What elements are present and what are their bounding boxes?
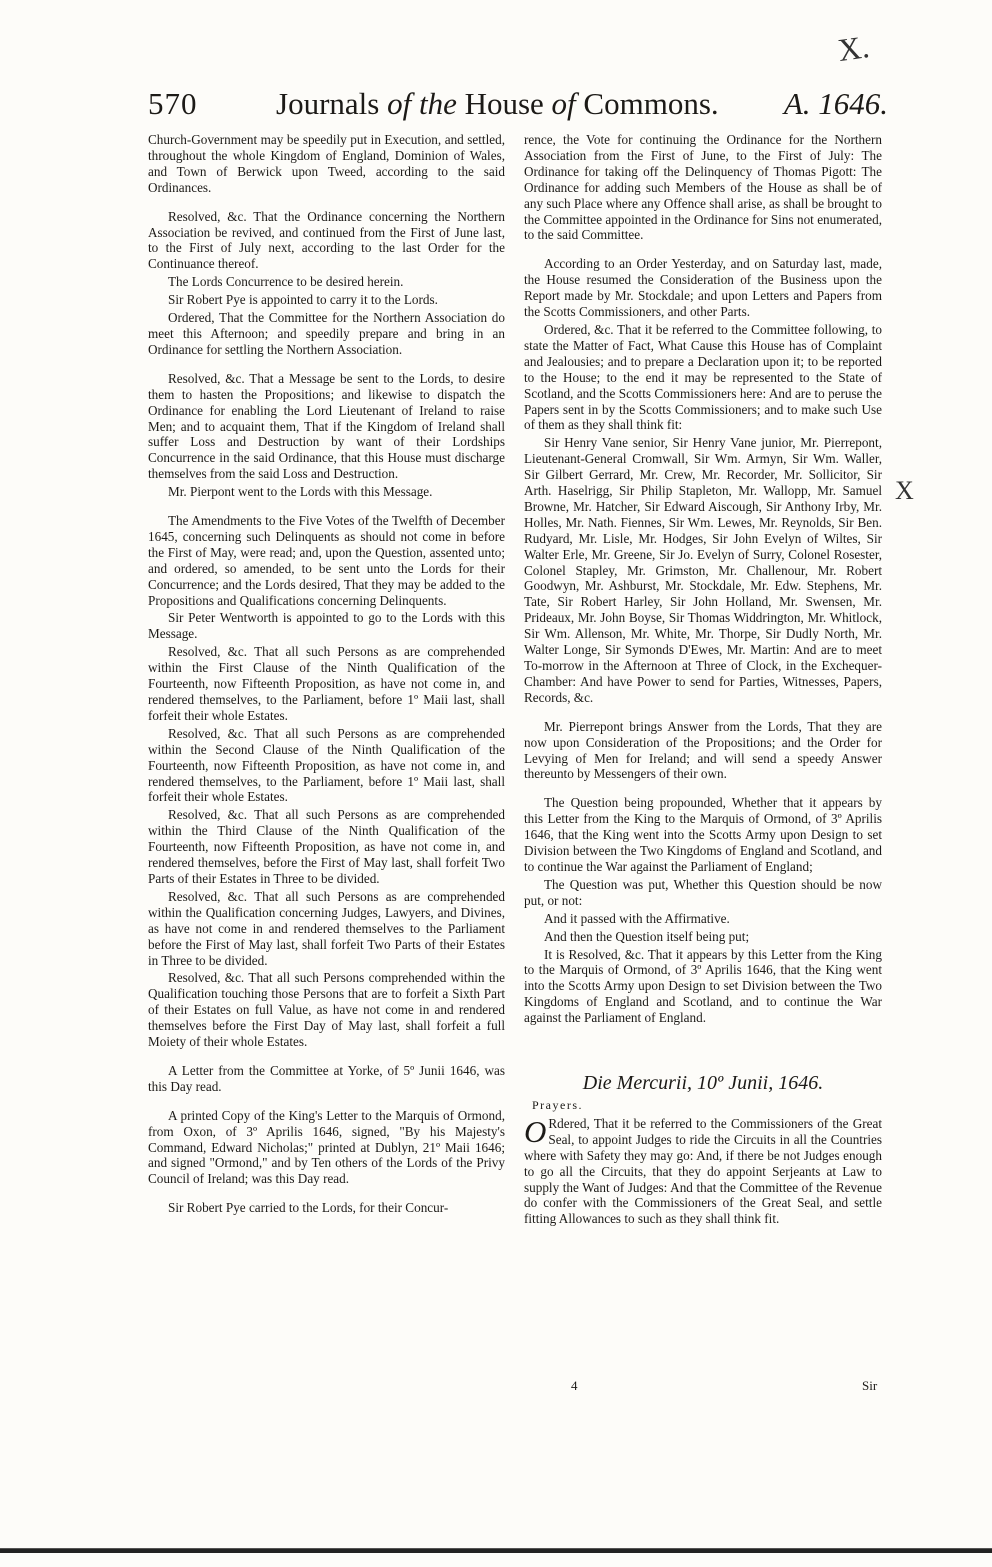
paragraph: Mr. Pierpont went to the Lords with this Message. xyxy=(168,484,433,500)
title-word-commons: Commons. xyxy=(583,86,719,121)
paragraph: Resolved, &c. That a Message be sent to the Lords, to desire them to hasten the Propositions; and likewise to dispatch the Ordinance for enabling the Lord Lieutenant of Ireland to raise Men; and to acquaint them, That if the Kingdom of Ireland shall suffer Loss and Destruction by want of their Lordships Concurrence in the said Ordinance, that this House must discharge themselves from the said Loss and Destruction. xyxy=(148,370,505,482)
prayers-label: Prayers. xyxy=(532,1098,583,1113)
paragraph: The Question being propounded, Whether that it appears by this Letter from the King to the Marquis of Ormond, of 3º Aprilis 1646, that the King went into the Scotts Army upon Design to set Division between the Two Kingdoms of England and Scotland, and to continue the War against the Parliament of England; xyxy=(524,795,882,874)
title-word-journals: Journals xyxy=(276,86,380,121)
paragraph: Resolved, &c. That all such Persons as are comprehended within the First Clause of the Ninth Qualification of the Fourteenth, now Fifteenth Proposition, as have not come in, and rendered themselves, to the Parliament, before 1º Maii last, shall forfeit their whole Estates. xyxy=(148,644,505,723)
paragraph: Resolved, &c. That all such Persons as are comprehended within the Third Clause of the Ninth Qualification of the Fourteenth, now Fifteenth Proposition, as have not come in, and rendered themselves, before the First of May last, shall forfeit Two Parts of their Estates in Three to be divided. xyxy=(148,807,505,886)
journal-title xyxy=(276,86,719,122)
paragraph: The Amendments to the Five Votes of the Twelfth of December 1645, concerning such Delinquents as should not come in before the First of May, were read; and, upon the Question, assented unto; and ordered, so amended, to be sent unto the Lords for their Concurrence; and the Lords desired, That they may be added to the Propositions and Qualifications concerning Delinquents. xyxy=(148,513,505,608)
paragraph: And it passed with the Affirmative. xyxy=(544,910,730,926)
title-word-the: the xyxy=(418,86,457,121)
left-column xyxy=(148,132,505,1218)
paragraph: Sir Robert Pye is appointed to carry it to the Lords. xyxy=(168,292,438,308)
paragraph: According to an Order Yesterday, and on Saturday last, made, the House resumed the Consideration of the Business upon the Report made by Mr. Stockdale; and upon Letters and Papers from the Scotts Commissioners, and other Parts. xyxy=(524,256,882,320)
paragraph: Church-Government may be speedily put in Execution, and settled, throughout the whole Kingdom of England, Dominion of Wales, and Town of Berwick upon Tweed, according to the said Ordinances. xyxy=(148,132,505,195)
paragraph: A Letter from the Committee at Yorke, of 5º Junii 1646, was this Day read. xyxy=(148,1062,505,1094)
year-label: A. 1646. xyxy=(783,86,888,121)
right-column xyxy=(524,132,882,1229)
paragraph: Resolved, &c. That all such Persons as are comprehended within the Qualification concerning Judges, Lawyers, and Divines, as have not come in and rendered themselves to the Parliament before the First of May last, shall forfeit Two Parts of their Estates in Three to be divided. xyxy=(148,888,505,968)
paragraph: rence, the Vote for continuing the Ordinance for the Northern Association from the First of June, to the First of July: The Ordinance for taking off the Delinquency of Thomas Pigott: The Ordinance for adding such Members of the House as shall be of any such Place where any Offence shall arise, as shall be brought to the Committee appointed in the Ordinance for Sins not enumerated, to the said Committee. xyxy=(524,132,882,243)
paragraph: Ordered, &c. That it be referred to the Committee following, to state the Matter of Fact, What Cause this House has of Complaint and Jealousies; and to prepare a Declaration upon it; to be reported to the House; to the end it may be represented to the State of Scotland, and the Scotts Commissioners here: And are to peruse the Papers sent in by the Scotts Commissioners; and to make such Use of them as they shall think fit: xyxy=(524,321,882,433)
paragraph: Sir Henry Vane senior, Sir Henry Vane junior, Mr. Pierrepont, Lieutenant-General Cromwall, Sir Wm. Armyn, Sir Wm. Waller, Sir Gilbert Gerrard, Mr. Crew, Mr. Recorder, Mr. Sollicitor, Sir Arth. Haselrigg, Sir Philip Stapleton, Mr. Wallopp, Mr. Samuel Browne, Mr. Hatcher, Sir Edward Aiscough, Sir Anthony Irby, Mr. Holles, Mr. Nath. Fiennes, Sir Wm. Lewes, Mr. Reynolds, Sir Ben. Rudyard, Mr. Lisle, Mr. Hodges, Sir John Evelyn of Wiltes, Sir Walter Erle, Mr. Greene, Sir Jo. Evelyn of Surry, Colonel Rosester, Colonel Stapley, Mr. Grimston, Mr. Challenour, Mr. Robert Goodwyn, Mr. Ashburst, Mr. Stockdale, Mr. Edw. Stephens, Mr. Tate, Sir Robert Harley, Sir John Holland, Mr. Swensen, Mr. Prideaux, Mr. John Boyse, Sir Thomas Widdrington, Mr. Whitlock, Sir Wm. Allenson, Mr. White, Mr. Thorpe, Sir Dudly North, Mr. Walter Longe, Sir Symonds D'Ewes, Mr. Martin: And are to meet To-morrow in the Afternoon at Three of Clock, in the Exchequer-Chamber: And have Power to send for Parties, Witnesses, Papers, Records, &c. xyxy=(524,435,882,705)
margin-cross-mark: X xyxy=(895,476,914,505)
title-word-house: House xyxy=(464,86,544,121)
bottom-rule xyxy=(0,1548,992,1553)
catchword: Sir xyxy=(862,1378,878,1393)
paragraph: Sir Robert Pye carried to the Lords, for their Concur- xyxy=(168,1200,449,1216)
paragraph: Ordered, That the Committee for the Northern Association do meet this Afternoon; and speedily prepare and bring in an Ordinance for settling the Northern Association. xyxy=(148,310,505,357)
paragraph: It is Resolved, &c. That it appears by this Letter from the King to the Marquis of Ormond, of 3º Aprilis 1646, that the King went into the Scotts Army upon Design to set Division between the Two Kingdoms of England and Scotland, and to continue the War against the Parliament of England. xyxy=(524,946,882,1026)
drop-cap: O xyxy=(524,1113,547,1149)
page-number: 570 xyxy=(148,86,198,121)
title-word-of: of xyxy=(387,86,412,121)
paragraph: The Question was put, Whether this Question should be now put, or not: xyxy=(524,876,882,908)
paragraph: Resolved, &c. That all such Persons as are comprehended within the Second Clause of the Ninth Qualification of the Fourteenth, now Fifteenth Proposition, as have not come in, and rendered themselves, to the Parliament, before 1º Maii last, shall forfeit their whole Estates. xyxy=(148,725,505,805)
handwritten-x-mark: X. xyxy=(835,28,872,68)
paragraph-text: Rdered, That it be referred to the Commissioners of the Great Seal, to appoint Judges to ride the Circuits in all the Countries where with Safety they may go: And, if there be not Judges enough to go all the Circuits, that they do appoint Serjeants at Law to supply the Want of Judges: And that the Committee of the Revenue do confer with the Commissioners of the Great Seal, and settle fitting Allowances to such as they shall think fit. xyxy=(524,1115,882,1227)
paragraph: The Lords Concurrence to be desired herein. xyxy=(168,274,404,290)
paragraph: A printed Copy of the King's Letter to the Marquis of Ormond, from Oxon, of 3º Aprilis 1646, signed, "By his Majesty's Command, Edward Nicholas;" printed at Dublyn, 21º Maii 1646; and signed "Ormond," and by Ten others of the Lords of the Privy Council of Ireland; was this Day read. xyxy=(148,1107,505,1187)
paragraph: Mr. Pierrepont brings Answer from the Lords, That they are now upon Consideration of the Propositions; and the Order for Levying of Men for Ireland; and will send a speedy Answer thereunto by Messengers of their own. xyxy=(524,718,882,782)
title-word-of-2: of xyxy=(551,86,576,121)
page-header xyxy=(148,86,888,128)
signature-mark: 4 xyxy=(571,1378,578,1393)
paragraph: Resolved, &c. That the Ordinance concerning the Northern Association be revived, and continued from the First of June last, to the First of July next, according to the last Order for the Continuance thereof. xyxy=(148,208,505,272)
day-heading: Die Mercurii, 10º Junii, 1646. xyxy=(582,1072,824,1095)
paragraph: Resolved, &c. That all such Persons comprehended within the Qualification touching those Persons that are to forfeit a Sixth Part of their Estates on full Value, as have not come in and rendered themselves before the First Day of May last, shall forfeit a full Moiety of their whole Estates. xyxy=(148,970,505,1050)
paragraph: Sir Peter Wentworth is appointed to go to the Lords with this Message. xyxy=(148,610,505,642)
paragraph: And then the Question itself being put; xyxy=(544,928,750,944)
paragraph xyxy=(524,1113,882,1227)
